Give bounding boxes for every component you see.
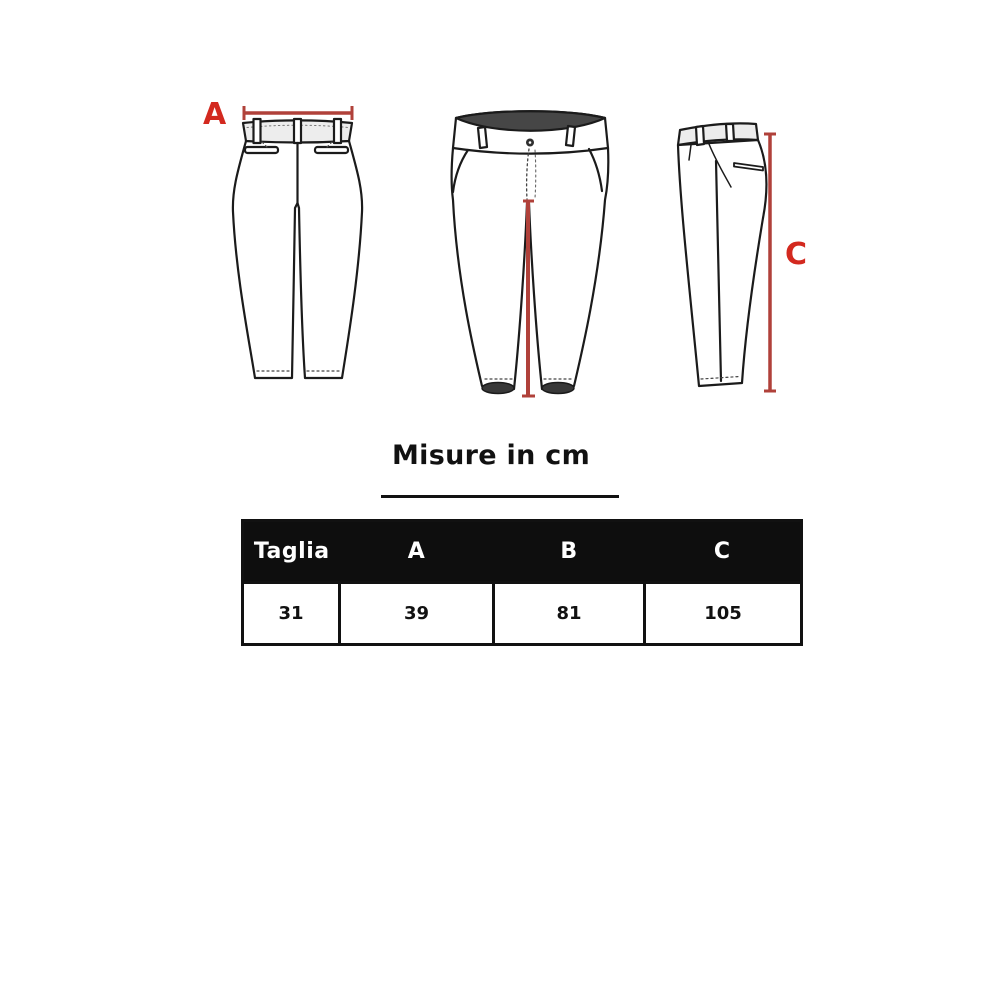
belt-loop [566,126,575,146]
col-header-a: A [340,521,494,583]
measure-label-c: C [785,237,808,272]
table-row [243,583,802,645]
belt-loop [254,119,261,143]
belt-loop [294,119,301,143]
hem-opening [482,383,514,394]
cell-taglia: 31 [243,583,340,645]
pants-side-view-drawing [668,103,780,398]
size-table-header [243,521,802,583]
belt-loop [478,127,487,148]
col-header-taglia: Taglia [243,521,340,583]
col-header-b: B [494,521,645,583]
pants-front-view-drawing [448,100,613,410]
belt-loop [696,126,704,145]
title-underline [381,495,619,498]
back-pocket [315,147,348,153]
section-title: Misure in cm [391,440,591,471]
hem-opening [542,383,574,394]
cell-b: 81 [494,583,645,645]
size-table [241,519,803,646]
header-row [243,521,802,583]
col-header-c: C [645,521,802,583]
pants-back-view-drawing [222,100,367,400]
belt-loop [334,119,341,143]
belt-loop [726,124,734,141]
back-pocket [245,147,278,153]
cell-c: 105 [645,583,802,645]
cell-a: 39 [340,583,494,645]
measure-label-a: A [203,97,227,132]
size-table-body [243,583,802,645]
